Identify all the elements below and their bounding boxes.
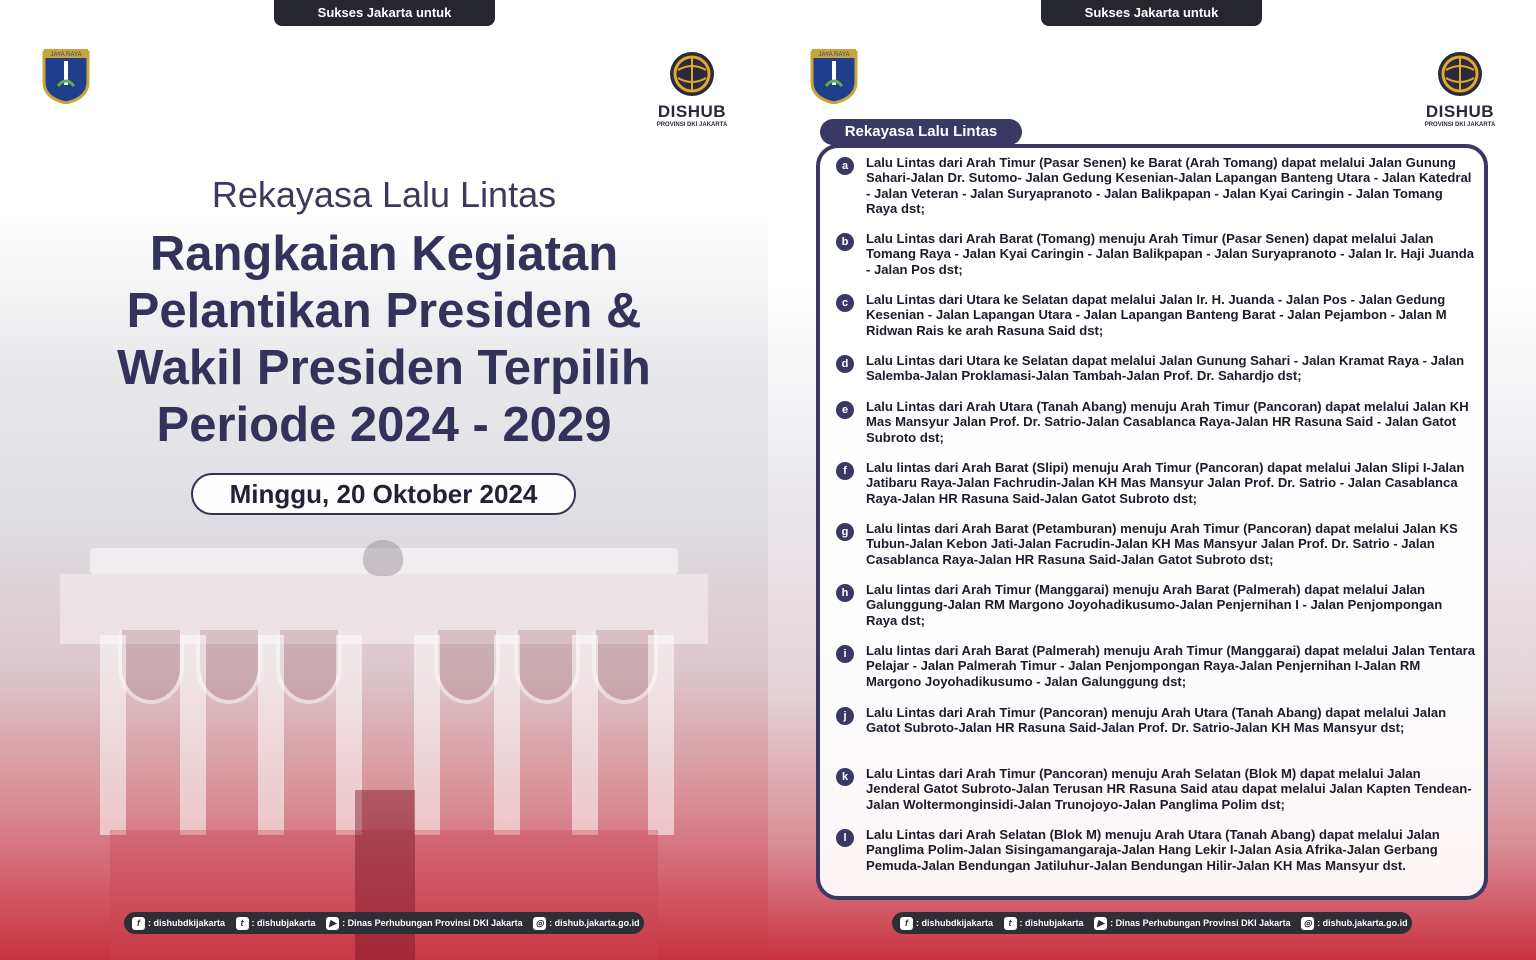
item-text: Lalu lintas dari Arah Barat (Slipi) menuju Arah Timur (Pancoran) dapat melalui Jalan Slipi I-Jalan Jatibaru Raya-Jalan Fachrudin-Jalan KH Mas Mansyur Jalan Prof. Dr. Satrio - Jalan Casablanca Raya-Jalan HR Rasuna Said-Jalan Gatot Subroto dst;: [866, 460, 1465, 506]
list-header: Rekayasa Lalu Lintas: [820, 119, 1022, 145]
item-text: Lalu lintas dari Arah Timur (Manggarai) menuju Arah Barat (Palmerah) dapat melalui Jalan Galunggung-Jalan RM Margono Joyohadikusumo-Jalan Penjernihan I - Jalan Penjompongan Raya dst;: [866, 582, 1443, 628]
item-letter-badge: l: [836, 829, 854, 847]
facebook-instagram-icon: f: [132, 917, 145, 930]
title-line: Periode 2024 - 2029: [156, 398, 612, 452]
footer-bar: [124, 912, 644, 934]
footer-website[interactable]: ◎ : dishub.jakarta.go.id: [533, 912, 640, 934]
jaya-raya-text: JAYA RAYA: [818, 52, 850, 58]
item-letter-badge: e: [836, 401, 854, 419]
footer-twitter[interactable]: t : dishubjakarta: [1004, 912, 1084, 934]
footer-youtube[interactable]: ▶ : Dinas Perhubungan Provinsi DKI Jakarta: [1094, 912, 1291, 934]
youtube-icon: ▶: [326, 917, 339, 930]
title-line: Wakil Presiden Terpilih: [117, 341, 651, 395]
dishub-subtitle: PROVINSI DKI JAKARTA: [656, 122, 728, 128]
dishub-wordmark: DISHUB: [1425, 102, 1495, 121]
footer-instagram[interactable]: f : dishubdkijakarta: [900, 912, 993, 934]
dishub-logo: [1420, 46, 1500, 136]
dishub-subtitle: PROVINSI DKI JAKARTA: [1424, 122, 1496, 128]
page-subtitle: Rekayasa Lalu Lintas: [211, 174, 557, 215]
title-line: Rangkaian Kegiatan: [149, 227, 619, 281]
footer-youtube[interactable]: ▶ : Dinas Perhubungan Provinsi DKI Jakarta: [326, 912, 523, 934]
item-text: Lalu Lintas dari Utara ke Selatan dapat melalui Jalan Gunung Sahari - Jalan Kramat Raya - Jalan Salemba-Jalan Proklamasi-Jalan Tambah-Jalan Prof. Dr. Sahardjo dst;: [866, 353, 1465, 384]
twitter-icon: t: [1004, 917, 1017, 930]
item-letter-badge: a: [836, 157, 854, 175]
globe-icon: ◎: [533, 917, 546, 930]
footer-twitter[interactable]: t : dishubjakarta: [236, 912, 316, 934]
jakarta-emblem: [40, 46, 92, 104]
item-text: Lalu Lintas dari Utara ke Selatan dapat melalui Jalan Ir. H. Juanda - Jalan Pos - Jalan Gedung Kesenian - Jalan Lapangan Utara - Jalan Lapangan Banteng Barat - Jalan Pejambon - Jalan M Ridwan Rais ke arah Rasuna Said dst;: [866, 292, 1447, 338]
item-letter-badge: c: [836, 294, 854, 312]
item-text: Lalu Lintas dari Arah Utara (Tanah Abang) menuju Arah Timur (Pancoran) dapat melalui Jalan KH Mas Mansyur Jalan Prof. Dr. Satrio-Jalan Casablanca Raya-Jalan HR Rasuna Said - Jalan Gatot Subroto dst;: [866, 399, 1469, 445]
right-panel: [768, 0, 1536, 960]
youtube-icon: ▶: [1094, 917, 1107, 930]
item-letter-badge: j: [836, 707, 854, 725]
item-text: Lalu Lintas dari Arah Timur (Pasar Senen) ke Barat (Arah Tomang) dapat melalui Jalan Gunung Sahari-Jalan Dr. Sutomo- Jalan Gedung Kesenian-Jalan Lapangan Banteng Utara - Jalan Katedral - Jalan Veteran - Jalan Suryapranoto - Jalan Balikpapan - Jalan Kyai Caringin - Jalan Tomang Raya dst;: [866, 155, 1472, 216]
page-title: [60, 226, 708, 454]
top-tab: Sukses Jakarta untuk Indonesia: [274, 0, 495, 26]
footer-website[interactable]: ◎ : dishub.jakarta.go.id: [1301, 912, 1408, 934]
item-letter-badge: i: [836, 645, 854, 663]
item-text: Lalu lintas dari Arah Barat (Petamburan) menuju Arah Timur (Pancoran) dapat melalui Jalan KS Tubun-Jalan Kebon Jati-Jalan Facrudin-Jalan KH Mas Mansyur Jalan Prof. Dr. Satrio - Jalan Casablanca Raya-Jalan HR Rasuna Said-Jalan Gatot Subroto dst;: [866, 521, 1458, 567]
title-line: Pelantikan Presiden &: [126, 284, 642, 338]
garuda-emblem: [363, 540, 403, 576]
dishub-wordmark: DISHUB: [657, 102, 727, 121]
date-badge: Minggu, 20 Oktober 2024: [191, 473, 576, 515]
facebook-instagram-icon: f: [900, 917, 913, 930]
item-letter-badge: k: [836, 768, 854, 786]
dishub-logo: [652, 46, 732, 136]
jaya-raya-text: JAYA RAYA: [50, 52, 82, 58]
item-text: Lalu lintas dari Arah Barat (Palmerah) menuju Arah Timur (Manggarai) dapat melalui Jalan Tentara Pelajar - Jalan Palmerah Timur - Jalan Penjompongan Raya-Jalan Penjernihan I-Jalan RM Margono Joyohadikusumo - Jalan Galunggung dst;: [866, 643, 1476, 689]
item-text: Lalu Lintas dari Arah Timur (Pancoran) menuju Arah Selatan (Blok M) dapat melalui Jalan Jenderal Gatot Subroto-Jalan Terusan HR Rasuna Said atau dapat melalui Jalan Kapten Tendean-Jalan Woltermonginsidi-Jalan Trunojoyo-Jalan Panglima Polim dst;: [866, 766, 1472, 812]
item-letter-badge: d: [836, 355, 854, 373]
jakarta-emblem: [808, 46, 860, 104]
top-tab: Sukses Jakarta untuk Indonesia: [1041, 0, 1262, 26]
item-letter-badge: f: [836, 462, 854, 480]
globe-icon: ◎: [1301, 917, 1314, 930]
footer-bar: [892, 912, 1412, 934]
palace-illustration: [0, 530, 768, 960]
item-text: Lalu Lintas dari Arah Selatan (Blok M) menuju Arah Utara (Tanah Abang) dapat melalui Jalan Panglima Polim-Jalan Sisingamangaraja-Jalan Hang Lekir I-Jalan Asia Afrika-Jalan Gerbang Pemuda-Jalan Bendungan Jatiluhur-Jalan Bendungan Hilir-Jalan KH Mas Mansyur dst.: [866, 827, 1440, 873]
item-letter-badge: h: [836, 584, 854, 602]
item-letter-badge: b: [836, 233, 854, 251]
item-letter-badge: g: [836, 523, 854, 541]
item-text: Lalu Lintas dari Arah Timur (Pancoran) menuju Arah Utara (Tanah Abang) dapat melalui Jalan Gatot Subroto-Jalan HR Rasuna Said-Jalan Prof. Dr. Satrio-Jalan KH Mas Mansyur dst;: [866, 705, 1447, 736]
footer-instagram[interactable]: f : dishubdkijakarta: [132, 912, 225, 934]
twitter-icon: t: [236, 917, 249, 930]
item-text: Lalu Lintas dari Arah Barat (Tomang) menuju Arah Timur (Pasar Senen) dapat melalui Jalan Tomang Raya - Jalan Kyai Caringin - Jalan Balikpapan - Jalan Suryapranoto - Jalan Ir. Haji Juanda - Jalan Pos dst;: [866, 231, 1475, 277]
